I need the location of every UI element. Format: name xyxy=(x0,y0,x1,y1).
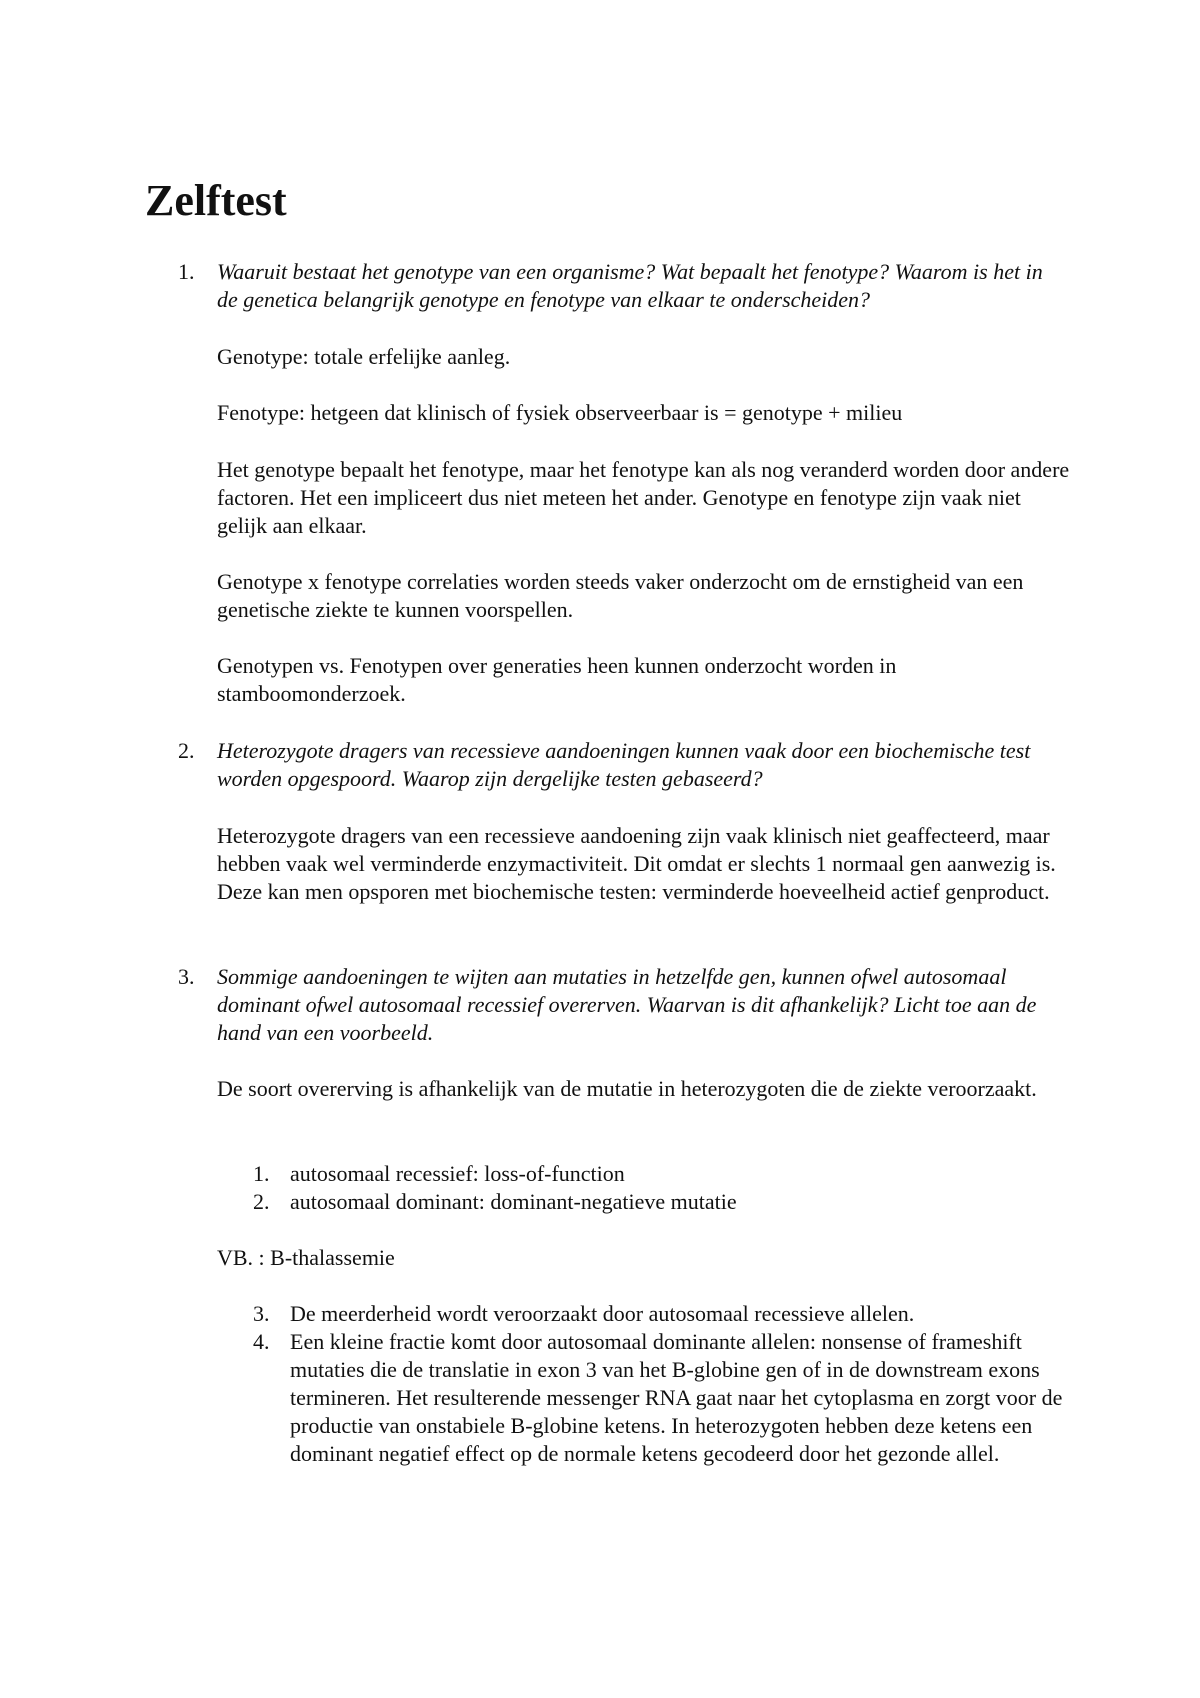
list-item-number: 4. xyxy=(253,1329,270,1354)
list-item: autosomaal dominant: dominant-negatieve mutatie xyxy=(290,1189,737,1214)
answer-1-correlaties: Genotype x fenotype correlaties worden steeds vaker onderzocht om de ernstigheid van een genetische ziekte te kunnen voorspellen. xyxy=(217,569,1024,622)
list-item: autosomaal recessief: loss-of-function xyxy=(290,1161,625,1186)
answer-1-fenotype: Fenotype: hetgeen dat klinisch of fysiek observeerbaar is = genotype + milieu xyxy=(217,400,903,425)
list-item: De meerderheid wordt veroorzaakt door autosomaal recessieve allelen. xyxy=(290,1301,915,1326)
page-title: Zelftest xyxy=(145,176,287,225)
question-2-text: Heterozygote dragers van recessieve aandoeningen kunnen vaak door een biochemische test worden opgespoord. Waarop zijn dergelijke testen gebaseerd? xyxy=(217,738,1031,791)
question-1-text: Waaruit bestaat het genotype van een organisme? Wat bepaalt het fenotype? Waarom is het in de genetica belangrijk genotype en fenotype van elkaar te onderscheiden? xyxy=(217,259,1043,312)
answer-2-text: Heterozygote dragers van een recessieve aandoening zijn vaak klinisch niet geaffecteerd, maar hebben vaak wel verminderde enzymactiviteit. Dit omdat er slechts 1 normaal gen aanwezig is. Deze kan men opsporen met biochemische testen: verminderde hoeveelheid actief genproduct. xyxy=(217,823,1056,904)
question-1-number: 1. xyxy=(178,259,195,284)
answer-1-stamboom: Genotypen vs. Fenotypen over generaties heen kunnen onderzocht worden in stamboomonderzoek. xyxy=(217,653,897,706)
question-3-text: Sommige aandoeningen te wijten aan mutaties in hetzelfde gen, kunnen ofwel autosomaal dominant ofwel autosomaal recessief overerven. Waarvan is dit afhankelijk? Licht toe aan de hand van een voorbeeld. xyxy=(217,964,1037,1045)
question-3-number: 3. xyxy=(178,964,195,989)
answer-1-bepaling: Het genotype bepaalt het fenotype, maar het fenotype kan als nog veranderd worden door andere factoren. Het een impliceert dus niet meteen het ander. Genotype en fenotype zijn vaak niet gelijk aan elkaar. xyxy=(217,457,1070,538)
list-item-number: 1. xyxy=(253,1161,270,1186)
list-item: Een kleine fractie komt door autosomaal dominante allelen: nonsense of frameshift mutaties die de translatie in exon 3 van het B-globine gen of in de downstream exons termineren. Het resulterende messenger RNA gaat naar het cytoplasma en zorgt voor de productie van onstabiele B-globine ketens. In heterozygoten hebben deze ketens een dominant negatief effect op de normale ketens gecodeerd door het gezonde allel. xyxy=(290,1329,1063,1466)
question-2-number: 2. xyxy=(178,738,195,763)
list-item-number: 2. xyxy=(253,1189,270,1214)
list-item-number: 3. xyxy=(253,1301,270,1326)
answer-3-text: De soort overerving is afhankelijk van de mutatie in heterozygoten die de ziekte veroorzaakt. xyxy=(217,1076,1037,1101)
example-label: VB. : B-thalassemie xyxy=(217,1245,395,1270)
answer-1-genotype: Genotype: totale erfelijke aanleg. xyxy=(217,344,511,369)
